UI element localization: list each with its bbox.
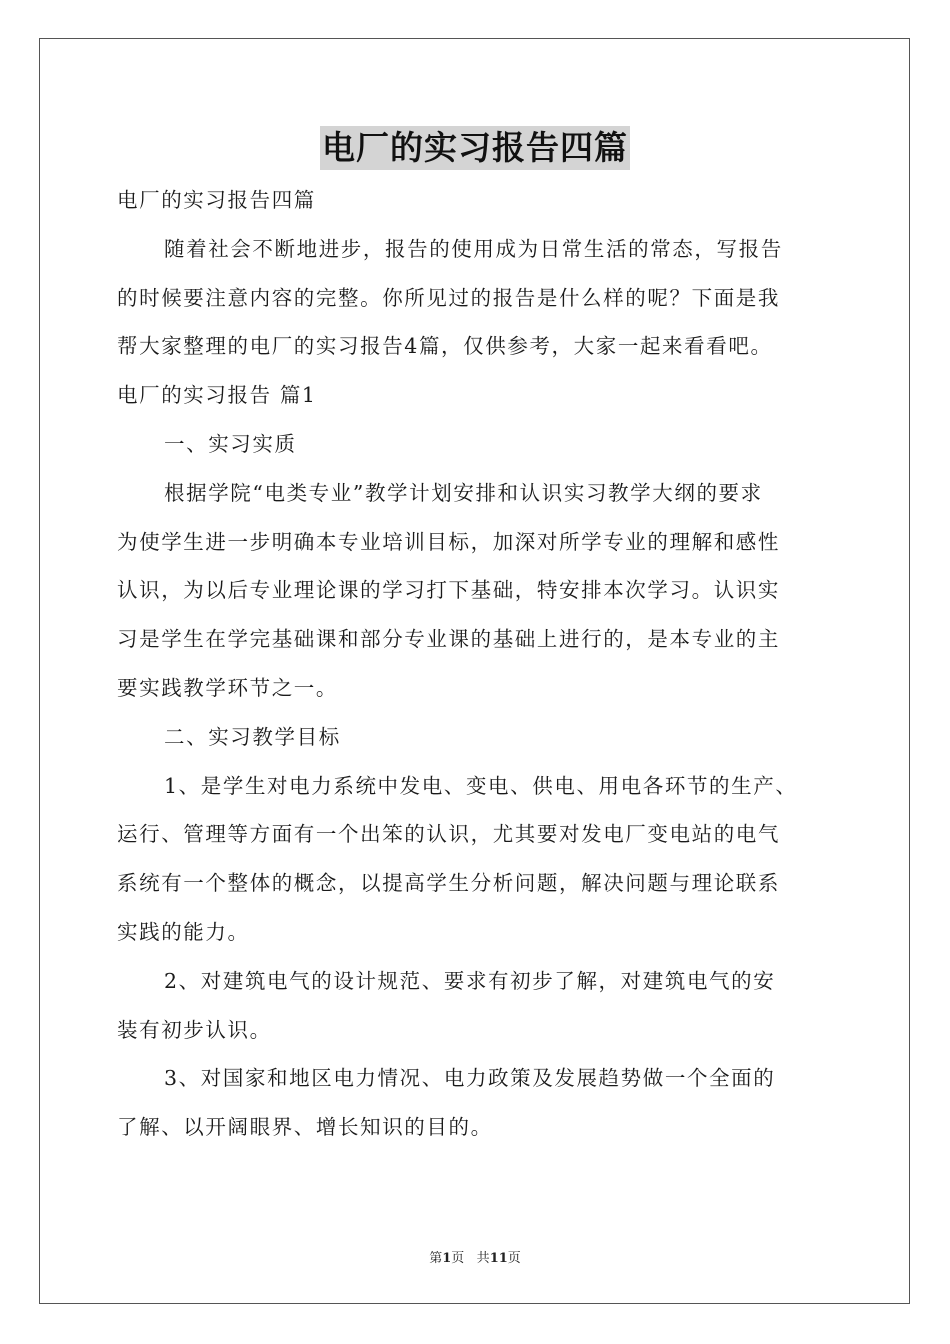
total-pages: 11 (489, 1251, 508, 1266)
text-line: 认识，为以后专业理论课的学习打下基础，特安排本次学习。认识实 (117, 578, 780, 603)
page-suffix: 页 (451, 1251, 465, 1266)
text-line: 的时候要注意内容的完整。你所见过的报告是什么样的呢？下面是我 (117, 285, 780, 310)
text-line: 2、对建筑电气的设计规范、要求有初步了解，对建筑电气的安 (164, 968, 776, 993)
text-line: 装有初步认识。 (117, 1017, 272, 1042)
text-line: 电厂的实习报告四篇 (117, 188, 316, 212)
text-line: 帮大家整理的电厂的实习报告4篇，仅供参考，大家一起来看看吧。 (117, 334, 773, 359)
text-line: 系统有一个整体的概念，以提高学生分析问题，解决问题与理论联系 (117, 871, 780, 896)
text-line: 了解、以开阔眼界、增长知识的目的。 (117, 1115, 493, 1140)
page-prefix: 第 (429, 1251, 443, 1266)
page-number: 1 (442, 1251, 452, 1266)
document-body (117, 176, 847, 1152)
text-line: 3、对国家和地区电力情况、电力政策及发展趋势做一个全面的 (164, 1066, 776, 1091)
text-line: 电厂的实习报告 篇1 (117, 383, 317, 408)
total-suffix: 页 (507, 1251, 521, 1266)
total-prefix: 共 (476, 1251, 490, 1266)
text-line: 实践的能力。 (117, 919, 250, 944)
text-line: 根据学院“电类专业”教学计划安排和认识实习教学大纲的要求 (164, 480, 763, 505)
page-title: 电厂的实习报告四篇 (320, 126, 630, 170)
text-line: 1、是学生对电力系统中发电、变电、供电、用电各环节的生产、 (164, 773, 798, 798)
text-line: 运行、管理等方面有一个出笨的认识，尤其要对发电厂变电站的电气 (117, 822, 780, 847)
text-line: 一、实习实质 (164, 431, 297, 456)
text-line: 习是学生在学完基础课和部分专业课的基础上进行的，是本专业的主 (117, 627, 780, 652)
text-line: 二、实习教学目标 (164, 724, 341, 749)
text-line: 随着社会不断地进步，报告的使用成为日常生活的常态，写报告 (164, 236, 783, 261)
page-footer (0, 1247, 950, 1266)
text-line: 要实践教学环节之一。 (117, 675, 338, 700)
title-container (0, 126, 950, 170)
text-line: 为使学生进一步明确本专业培训目标，加深对所学专业的理解和感性 (117, 529, 780, 554)
